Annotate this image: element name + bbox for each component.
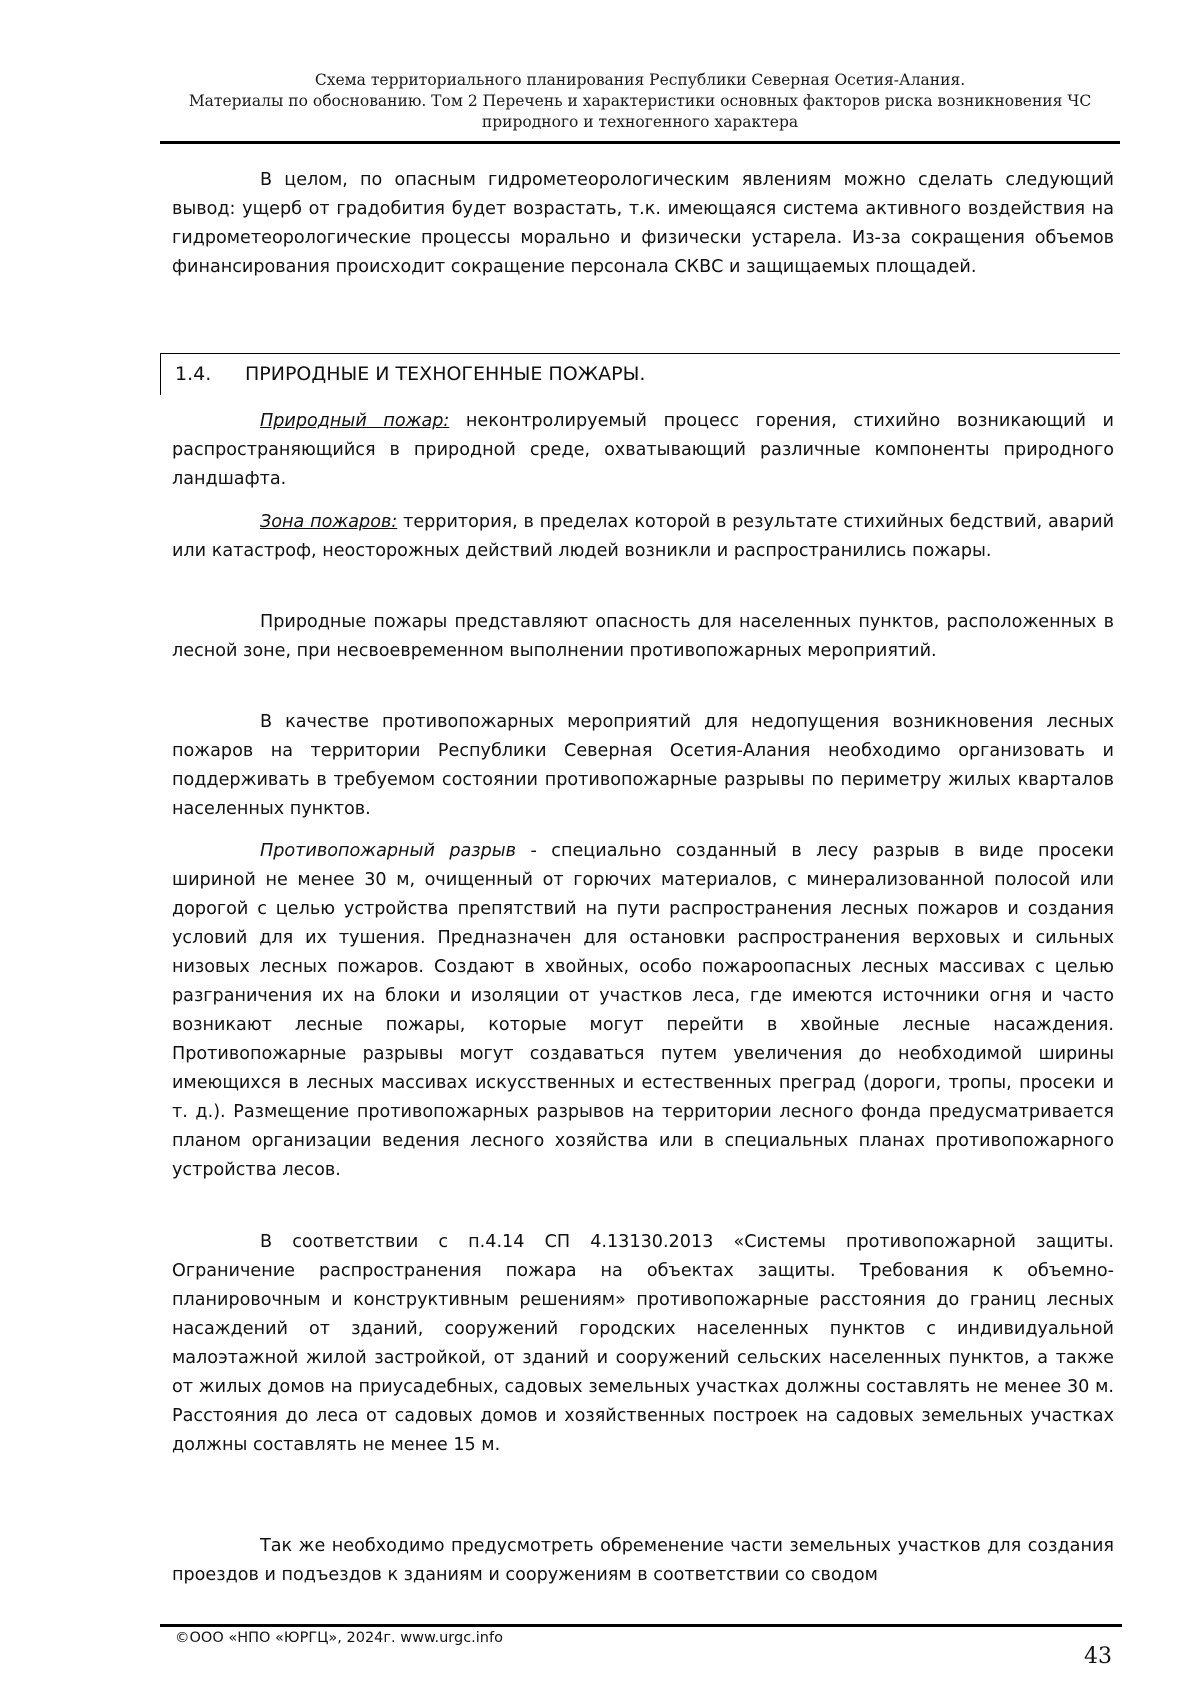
section-title: ПРИРОДНЫЕ И ТЕХНОГЕННЫЕ ПОЖАРЫ. [245,363,646,385]
header-line-1: Схема территориального планирования Республики Северная Осетия-Алания. [314,71,966,89]
header-line-2: Материалы по обоснованию. Том 2 Перечень и характеристики основных факторов риска возникновения ЧС [188,92,1092,110]
footer-copyright: ©ООО «НПО «ЮРГЦ», 2024г. www.urgc.info [175,1630,503,1646]
page-number: 43 [1084,1644,1112,1669]
paragraph-fire-measures: В качестве противопожарных мероприятий для недопущения возникновения лесных пожаров на территории Республики Северная Осетия-Алания необходимо организовать и поддерживать в требуемом состоянии противопожарные разрывы по периметру жилых кварталов населенных пунктов. [172,712,1114,819]
section-number: 1.4. [175,363,212,385]
footer-rule [160,1624,1122,1627]
intro-paragraph: В целом, по опасным гидрометеорологическим явлениям можно сделать следующий вывод: ущерб от градобития будет возрастать, т.к. имеющаяся система активного воздействия на гидрометеорологические процессы морально и физически устарела. Из-за сокращения объемов финансирования происходит сокращение персонала СКВС и защищаемых площадей. [172,170,1114,277]
paragraph-regulation: В соответствии с п.4.14 СП 4.13130.2013 «Системы противопожарной защиты. Ограничение распространения пожара на объектах защиты. Требования к объемно-планировочным и конструктивным решениям» противопожарные расстояния до границ лесных насаждений от зданий, сооружений городских населенных пунктов с индивидуальной малоэтажной жилой застройкой, от зданий и сооружений сельских населенных пунктов, а также от жилых домов на приусадебных, садовых земельных участках должны составлять не менее 30 м. Расстояния до леса от садовых домов и хозяйственных построек на садовых земельных участках должны составлять не менее 15 м. [172,1232,1114,1455]
definition-fire-zone: территория, в пределах которой в результате стихийных бедствий, аварий или катастроф, неосторожных действий людей возникли и распространились пожары. [172,512,1114,561]
paragraph-firebreak [172,837,1114,1185]
paragraph-natural-fire [172,407,1114,494]
term-fire-zone: Зона пожаров: [260,512,398,532]
header-rule [160,141,1120,144]
definition-natural-fire: неконтролируемый процесс горения, стихийно возникающий и распространяющийся в природной среде, охватывающий различные компоненты природного ландшафта. [172,411,1114,489]
running-header [160,70,1120,133]
paragraph-fire-danger: Природные пожары представляют опасность для населенных пунктов, расположенных в лесной зоне, при несвоевременном выполнении противопожарных мероприятий. [172,612,1114,661]
paragraph-easement: Так же необходимо предусмотреть обременение части земельных участков для создания проездов и подъездов к зданиям и сооружениям в соответствии со сводом [172,1536,1114,1585]
paragraph-fire-zone [172,508,1114,566]
header-line-3: природного и техногенного характера [481,113,799,131]
term-natural-fire: Природный пожар: [260,411,450,431]
term-firebreak: Противопожарный разрыв [260,841,517,861]
definition-firebreak: - специально созданный в лесу разрыв в виде просеки шириной не менее 30 м, очищенный от горючих материалов, с минерализованной полосой или дорогой с целью устройства препятствий на пути распространения лесных пожаров и создания условий для их тушения. Предназначен для остановки распространения верховых и сильных низовых лесных пожаров. Создают в хвойных, особо пожароопасных лесных массивах с целью разграничения их на блоки и изоляции от участков леса, где имеются источники огня и часто возникают лесные пожары, которые могут перейти в хвойные лесные насаждения. Противопожарные разрывы могут создаваться путем увеличения до необходимой ширины имеющихся в лесных массивах искусственных и естественных преград (дороги, тропы, просеки и т. д.). Размещение противопожарных разрывов на территории лесного фонда предусматривается планом организации ведения лесного хозяйства или в специальных планах противопожарного устройства лесов. [172,841,1115,1180]
